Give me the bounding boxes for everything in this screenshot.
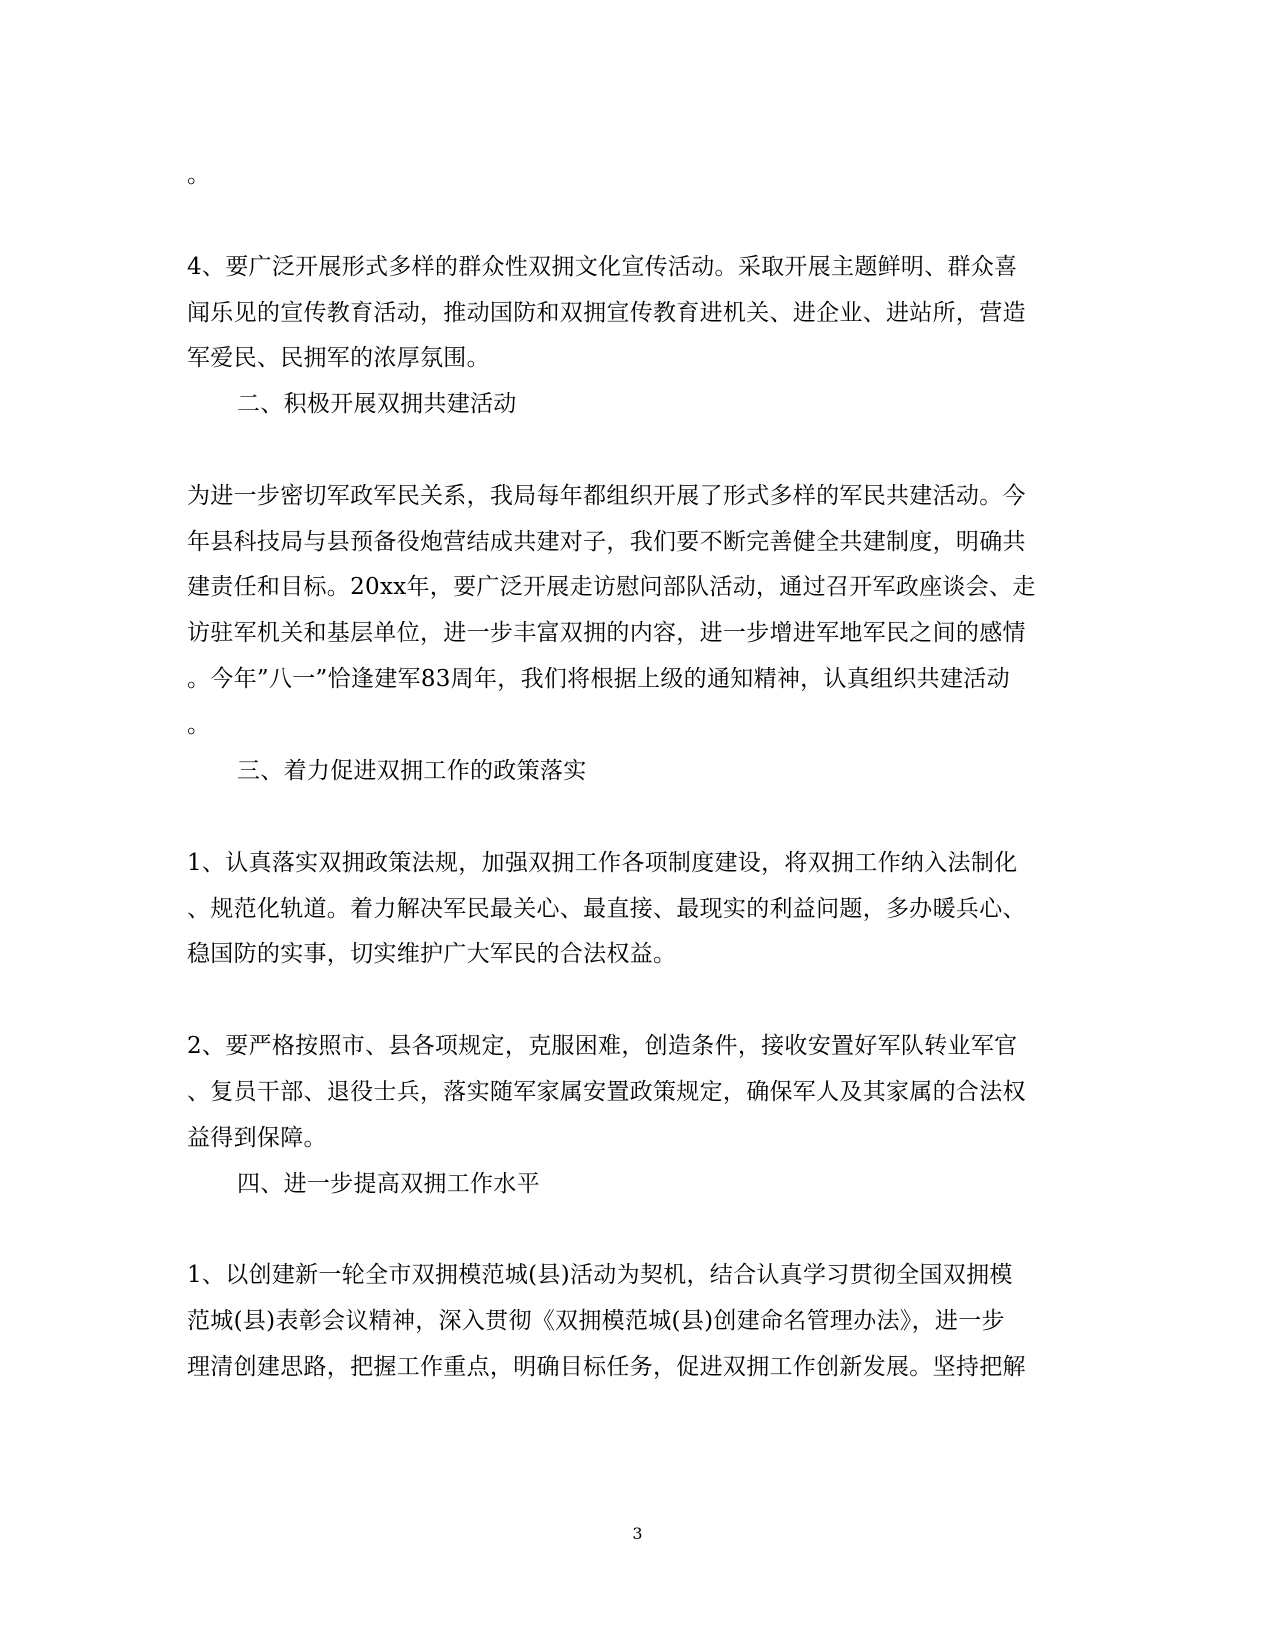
text-line: 1、认真落实双拥政策法规，加强双拥工作各项制度建设，将双拥工作纳入法制化	[187, 850, 1018, 876]
section-heading: 三、着力促进双拥工作的政策落实	[237, 758, 587, 784]
text-line: 年县科技局与县预备役炮营结成共建对子，我们要不断完善健全共建制度，明确共	[187, 529, 1026, 555]
text-line: 、规范化轨道。着力解决军民最关心、最直接、最现实的利益问题，多办暖兵心、	[187, 896, 1026, 922]
section-heading: 四、进一步提高双拥工作水平	[237, 1171, 540, 1197]
text-line: 范城(县)表彰会议精神，深入贯彻《双拥模范城(县)创建命名管理办法》，进一步	[187, 1308, 1005, 1334]
text-line: 4、要广泛开展形式多样的群众性双拥文化宣传活动。采取开展主题鲜明、群众喜	[187, 254, 1018, 280]
page-number: 3	[632, 1524, 643, 1543]
text-line: 理清创建思路，把握工作重点，明确目标任务，促进双拥工作创新发展。坚持把解	[187, 1354, 1026, 1380]
text-line: 、复员干部、退役士兵，落实随军家属安置政策规定，确保军人及其家属的合法权	[187, 1079, 1026, 1105]
text-line: 2、要严格按照市、县各项规定，克服困难，创造条件，接收安置好军队转业军官	[187, 1033, 1018, 1059]
text-line: 稳国防的实事，切实维护广大军民的合法权益。	[187, 941, 677, 967]
text-line: 为进一步密切军政军民关系，我局每年都组织开展了形式多样的军民共建活动。今	[187, 483, 1026, 509]
text-line: 访驻军机关和基层单位，进一步丰富双拥的内容，进一步增进军地军民之间的感情	[187, 620, 1026, 646]
text-line: 闻乐见的宣传教育活动，推动国防和双拥宣传教育进机关、进企业、进站所，营造	[187, 300, 1026, 326]
text-line: 。	[187, 162, 211, 188]
text-line: 益得到保障。	[187, 1125, 327, 1151]
text-line: 1、以创建新一轮全市双拥模范城(县)活动为契机，结合认真学习贯彻全国双拥模	[187, 1262, 1013, 1288]
text-line: 建责任和目标。20xx年，要广泛开展走访慰问部队活动，通过召开军政座谈会、走	[187, 574, 1036, 600]
text-line: 军爱民、民拥军的浓厚氛围。	[187, 345, 490, 371]
text-line: 。今年”八一”恰逢建军83周年，我们将根据上级的通知精神，认真组织共建活动	[187, 666, 1010, 692]
text-line: 。	[187, 712, 211, 738]
section-heading: 二、积极开展双拥共建活动	[237, 391, 517, 417]
